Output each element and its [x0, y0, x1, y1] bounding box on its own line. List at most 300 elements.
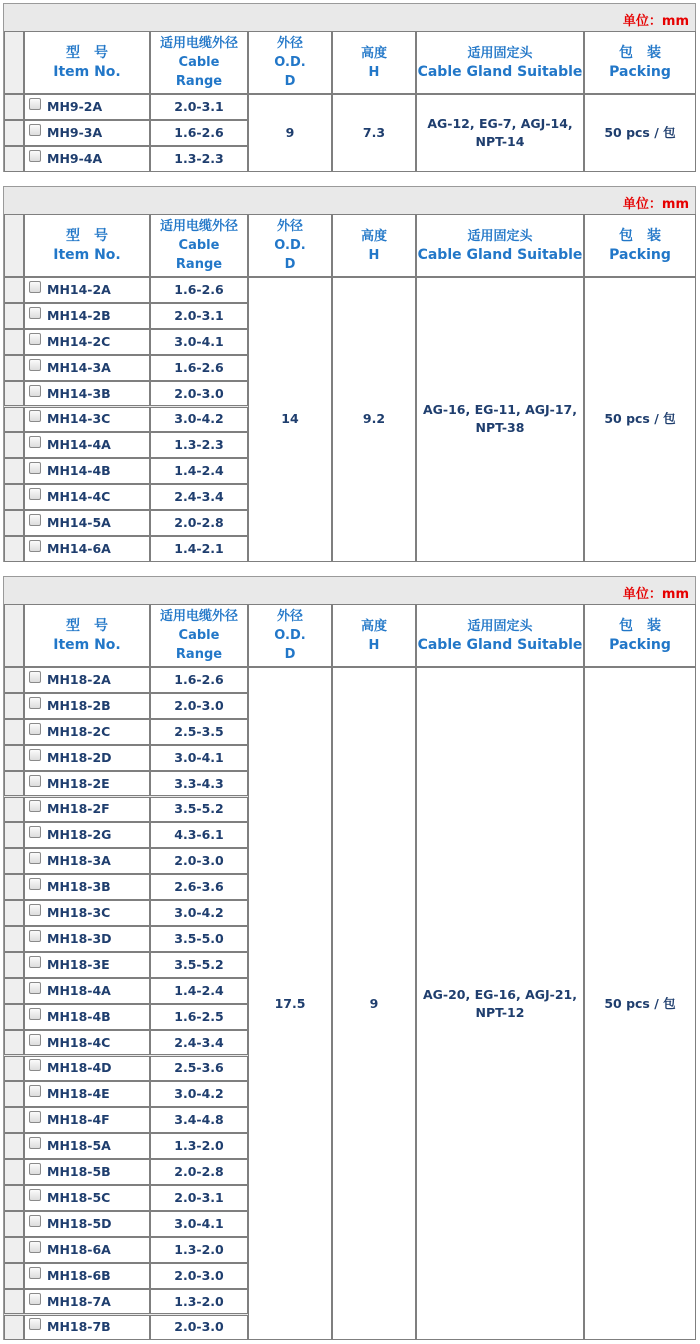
- packing-value-cell: [584, 667, 696, 1340]
- item-no: MH14-4A: [47, 437, 111, 453]
- row-checkbox[interactable]: [29, 540, 41, 552]
- table-row-range: [150, 848, 248, 874]
- header-packing-cn: 包 装: [619, 617, 661, 634]
- row-checkbox[interactable]: [29, 1034, 41, 1046]
- table-row-range: [150, 719, 248, 745]
- item-no: MH18-2E: [47, 775, 110, 791]
- cable-range: 2.5-3.6: [174, 1060, 224, 1076]
- gland-value-line2: NPT-12: [475, 1004, 525, 1020]
- packing-value-cell: [584, 94, 696, 172]
- row-checkbox[interactable]: [29, 281, 41, 293]
- row-blank: [4, 1289, 24, 1315]
- item-no: MH18-5D: [47, 1215, 112, 1231]
- row-blank: [4, 277, 24, 303]
- row-blank: [4, 1056, 24, 1082]
- row-blank: [4, 1185, 24, 1211]
- od-value-cell: [248, 277, 332, 562]
- item-no: MH18-7B: [47, 1319, 111, 1335]
- table-row-range: [150, 900, 248, 926]
- header-gland-en: Cable Gland Suitable: [417, 63, 583, 80]
- row-blank: [4, 458, 24, 484]
- item-no: MH18-4E: [47, 1086, 110, 1102]
- header-od-en1: O.D.: [274, 628, 306, 643]
- od-value-cell: [248, 667, 332, 1340]
- header-cable-range-en1: Cable: [178, 628, 220, 643]
- table-row-item: [24, 329, 150, 355]
- row-blank: [4, 1263, 24, 1289]
- header-blank: [4, 31, 24, 94]
- cable-range: 3.0-4.2: [174, 905, 224, 921]
- table-row-item: [24, 1211, 150, 1237]
- packing-value: 50 pcs / 包: [604, 995, 676, 1011]
- cable-range: 1.4-2.4: [174, 982, 224, 998]
- table-row-range: [150, 797, 248, 823]
- item-no: MH9-2A: [47, 98, 103, 114]
- unit-label: 单位：mm: [622, 587, 689, 602]
- row-blank: [4, 719, 24, 745]
- item-no: MH9-4A: [47, 150, 103, 166]
- gland-value-line1: AG-12, EG-7, AGJ-14,: [427, 115, 573, 131]
- table-row-item: [24, 536, 150, 562]
- table-row-range: [150, 432, 248, 458]
- header-cable-range: [150, 604, 248, 667]
- row-blank: [4, 900, 24, 926]
- row-checkbox[interactable]: [29, 436, 41, 448]
- packing-value-cell: [584, 277, 696, 562]
- item-no: MH18-5A: [47, 1138, 111, 1154]
- item-no: MH18-7A: [47, 1293, 111, 1309]
- table-row-item: [24, 1056, 150, 1082]
- table-row-range: [150, 303, 248, 329]
- cable-range: 2.4-3.4: [174, 1034, 224, 1050]
- row-checkbox[interactable]: [29, 488, 41, 500]
- cable-range: 1.3-2.3: [174, 437, 224, 453]
- packing-value: 50 pcs / 包: [604, 124, 676, 140]
- item-no: MH18-4A: [47, 982, 111, 998]
- table-row-item: [24, 1159, 150, 1185]
- table-row-item: [24, 1185, 150, 1211]
- table-row-range: [150, 1004, 248, 1030]
- table-row-item: [24, 822, 150, 848]
- row-checkbox[interactable]: [29, 826, 41, 838]
- item-no: MH18-3A: [47, 853, 111, 869]
- unit-bar: [4, 577, 695, 605]
- cable-range: 2.4-3.4: [174, 489, 224, 505]
- row-blank: [4, 120, 24, 146]
- header-od: [248, 604, 332, 667]
- height-value: 9.2: [362, 411, 386, 427]
- table-row-item: [24, 94, 150, 120]
- table-row-range: [150, 1133, 248, 1159]
- row-checkbox[interactable]: [29, 1293, 41, 1305]
- gland-value-line1: AG-16, EG-11, AGJ-17,: [422, 402, 578, 418]
- gland-value-line2: NPT-14: [475, 133, 525, 149]
- table-row-range: [150, 1315, 248, 1341]
- header-height-cn: 高度: [360, 45, 387, 61]
- table-row-item: [24, 874, 150, 900]
- cable-range: 3.0-4.2: [174, 411, 224, 427]
- item-no: MH14-3A: [47, 359, 111, 375]
- cable-range: 3.5-5.2: [174, 801, 224, 817]
- row-blank: [4, 329, 24, 355]
- table-row-range: [150, 822, 248, 848]
- row-checkbox[interactable]: [29, 307, 41, 319]
- item-no: MH18-6A: [47, 1241, 111, 1257]
- row-blank: [4, 1211, 24, 1237]
- table-row-item: [24, 120, 150, 146]
- table-row-range: [150, 926, 248, 952]
- table-row-item: [24, 407, 150, 433]
- row-checkbox[interactable]: [29, 1215, 41, 1227]
- header-height: [332, 604, 416, 667]
- header-item-no-cn: 型 号: [66, 227, 108, 244]
- cable-range: 3.0-4.2: [174, 1086, 224, 1102]
- item-no: MH18-2C: [47, 723, 111, 739]
- header-gland-en: Cable Gland Suitable: [417, 246, 583, 263]
- table-row-range: [150, 874, 248, 900]
- table-row-item: [24, 381, 150, 407]
- table-row-item: [24, 277, 150, 303]
- row-checkbox[interactable]: [29, 359, 41, 371]
- row-checkbox[interactable]: [29, 1241, 41, 1253]
- row-checkbox[interactable]: [29, 1085, 41, 1097]
- item-no: MH18-3E: [47, 956, 110, 972]
- header-gland: [416, 31, 584, 94]
- item-no: MH14-6A: [47, 540, 111, 556]
- row-blank: [4, 146, 24, 172]
- table-row-item: [24, 848, 150, 874]
- height-value-cell: [332, 94, 416, 172]
- row-blank: [4, 874, 24, 900]
- row-checkbox[interactable]: [29, 514, 41, 526]
- table-row-item: [24, 926, 150, 952]
- table-row-item: [24, 355, 150, 381]
- spec-table: [3, 186, 696, 562]
- table-row-item: [24, 693, 150, 719]
- cable-range: 3.0-4.1: [174, 749, 224, 765]
- row-checkbox[interactable]: [29, 462, 41, 474]
- table-row-range: [150, 329, 248, 355]
- header-cable-range-en2: Range: [175, 74, 223, 89]
- header-packing-en: Packing: [609, 636, 671, 653]
- od-value: 17.5: [274, 995, 306, 1011]
- row-blank: [4, 848, 24, 874]
- header-packing-cn: 包 装: [619, 227, 661, 244]
- header-blank: [4, 604, 24, 667]
- od-value: 9: [285, 124, 295, 140]
- header-packing-en: Packing: [609, 246, 671, 263]
- row-blank: [4, 978, 24, 1004]
- cable-range: 2.0-3.0: [174, 697, 224, 713]
- row-blank: [4, 510, 24, 536]
- row-checkbox[interactable]: [29, 1111, 41, 1123]
- item-no: MH14-3C: [47, 411, 111, 427]
- row-checkbox[interactable]: [29, 1059, 41, 1071]
- table-row-range: [150, 1185, 248, 1211]
- item-no: MH18-5B: [47, 1164, 111, 1180]
- table-row-range: [150, 1237, 248, 1263]
- cable-range: 2.0-3.1: [174, 1189, 224, 1205]
- row-checkbox[interactable]: [29, 671, 41, 683]
- item-no: MH14-2C: [47, 333, 111, 349]
- cable-range: 3.4-4.8: [174, 1112, 224, 1128]
- row-blank: [4, 484, 24, 510]
- row-checkbox[interactable]: [29, 1189, 41, 1201]
- row-checkbox[interactable]: [29, 1137, 41, 1149]
- table-row-range: [150, 1030, 248, 1056]
- table-row-item: [24, 303, 150, 329]
- header-blank: [4, 214, 24, 277]
- item-no: MH18-3C: [47, 905, 111, 921]
- header-height-cn: 高度: [360, 618, 387, 634]
- item-no: MH14-4B: [47, 463, 111, 479]
- row-checkbox[interactable]: [29, 852, 41, 864]
- header-item-no-en: Item No.: [53, 246, 121, 263]
- gland-value-cell: [416, 667, 584, 1340]
- cable-range: 1.3-2.3: [174, 150, 224, 166]
- header-cable-range-en2: Range: [175, 647, 223, 662]
- item-no: MH18-2G: [47, 827, 112, 843]
- table-row-range: [150, 1056, 248, 1082]
- gland-value-line2: NPT-38: [475, 420, 525, 436]
- header-gland-cn: 适用固定头: [467, 228, 533, 244]
- header-item-no: [24, 214, 150, 277]
- cable-range: 2.0-3.0: [174, 1267, 224, 1283]
- item-no: MH18-4D: [47, 1060, 112, 1076]
- header-item-no-cn: 型 号: [66, 44, 108, 61]
- table-row-range: [150, 277, 248, 303]
- item-no: MH18-2F: [47, 801, 110, 817]
- row-checkbox[interactable]: [29, 1318, 41, 1330]
- table-row-item: [24, 978, 150, 1004]
- row-blank: [4, 797, 24, 823]
- row-checkbox[interactable]: [29, 930, 41, 942]
- table-row-range: [150, 120, 248, 146]
- cable-range: 2.0-2.8: [174, 515, 224, 531]
- table-row-item: [24, 1263, 150, 1289]
- header-od: [248, 214, 332, 277]
- spec-table: [3, 576, 696, 1340]
- header-height-en: H: [368, 637, 380, 653]
- row-blank: [4, 1133, 24, 1159]
- row-blank: [4, 771, 24, 797]
- cable-range: 1.4-2.4: [174, 463, 224, 479]
- height-value: 7.3: [362, 124, 386, 140]
- row-blank: [4, 693, 24, 719]
- row-checkbox[interactable]: [29, 904, 41, 916]
- row-checkbox[interactable]: [29, 800, 41, 812]
- table-row-range: [150, 693, 248, 719]
- row-checkbox[interactable]: [29, 150, 41, 162]
- table-row-item: [24, 797, 150, 823]
- cable-range: 3.3-4.3: [174, 775, 224, 791]
- table-row-range: [150, 1107, 248, 1133]
- table-row-range: [150, 536, 248, 562]
- item-no: MH14-4C: [47, 489, 111, 505]
- row-checkbox[interactable]: [29, 723, 41, 735]
- header-gland-cn: 适用固定头: [467, 618, 533, 634]
- row-blank: [4, 926, 24, 952]
- item-no: MH14-2B: [47, 307, 111, 323]
- header-od: [248, 31, 332, 94]
- cable-range: 1.6-2.5: [174, 1008, 224, 1024]
- table-row-item: [24, 1315, 150, 1341]
- cable-range: 3.0-4.1: [174, 333, 224, 349]
- item-no: MH18-3B: [47, 879, 111, 895]
- table-row-item: [24, 1081, 150, 1107]
- unit-bar: [4, 187, 695, 215]
- unit-label: 单位：mm: [622, 197, 689, 212]
- cable-range: 2.0-3.1: [174, 98, 224, 114]
- table-row-item: [24, 510, 150, 536]
- header-cable-range-en2: Range: [175, 257, 223, 272]
- header-cable-range: [150, 214, 248, 277]
- table-row-item: [24, 900, 150, 926]
- item-no: MH9-3A: [47, 124, 103, 140]
- item-no: MH14-3B: [47, 385, 111, 401]
- cable-range: 2.6-3.6: [174, 879, 224, 895]
- row-blank: [4, 1159, 24, 1185]
- cable-range: 2.0-3.0: [174, 853, 224, 869]
- cable-range: 3.0-4.1: [174, 1215, 224, 1231]
- row-blank: [4, 1004, 24, 1030]
- header-packing: [584, 31, 696, 94]
- row-blank: [4, 407, 24, 433]
- row-blank: [4, 1107, 24, 1133]
- table-row-range: [150, 94, 248, 120]
- row-checkbox[interactable]: [29, 98, 41, 110]
- item-no: MH18-4F: [47, 1112, 110, 1128]
- row-blank: [4, 1030, 24, 1056]
- header-gland: [416, 604, 584, 667]
- cable-range: 3.5-5.0: [174, 930, 224, 946]
- table-row-range: [150, 1263, 248, 1289]
- item-no: MH14-5A: [47, 515, 111, 531]
- item-no: MH18-4C: [47, 1034, 111, 1050]
- gland-value-cell: [416, 277, 584, 562]
- table-row-range: [150, 978, 248, 1004]
- table-row-range: [150, 146, 248, 172]
- item-no: MH18-2B: [47, 697, 111, 713]
- row-blank: [4, 745, 24, 771]
- height-value-cell: [332, 667, 416, 1340]
- table-row-range: [150, 745, 248, 771]
- unit-label: 单位：mm: [622, 14, 689, 29]
- item-no: MH18-2A: [47, 671, 111, 687]
- item-no: MH18-2D: [47, 749, 112, 765]
- row-blank: [4, 1315, 24, 1341]
- row-checkbox[interactable]: [29, 775, 41, 787]
- table-row-item: [24, 952, 150, 978]
- row-blank: [4, 1237, 24, 1263]
- row-checkbox[interactable]: [29, 1008, 41, 1020]
- cable-range: 2.0-3.0: [174, 385, 224, 401]
- row-checkbox[interactable]: [29, 1163, 41, 1175]
- row-checkbox[interactable]: [29, 878, 41, 890]
- table-row-item: [24, 1237, 150, 1263]
- header-od-en2: D: [284, 257, 296, 272]
- header-item-no-en: Item No.: [53, 636, 121, 653]
- row-blank: [4, 432, 24, 458]
- packing-value: 50 pcs / 包: [604, 411, 676, 427]
- item-no: MH14-2A: [47, 281, 111, 297]
- header-gland: [416, 214, 584, 277]
- gland-value-cell: [416, 94, 584, 172]
- table-row-item: [24, 1004, 150, 1030]
- row-blank: [4, 822, 24, 848]
- table-row-range: [150, 952, 248, 978]
- row-checkbox[interactable]: [29, 1267, 41, 1279]
- header-gland-en: Cable Gland Suitable: [417, 636, 583, 653]
- header-packing-en: Packing: [609, 63, 671, 80]
- header-od-en1: O.D.: [274, 55, 306, 70]
- height-value-cell: [332, 277, 416, 562]
- row-checkbox[interactable]: [29, 410, 41, 422]
- row-checkbox[interactable]: [29, 333, 41, 345]
- cable-range: 2.0-3.0: [174, 1319, 224, 1335]
- table-row-item: [24, 1107, 150, 1133]
- header-height-cn: 高度: [360, 228, 387, 244]
- header-packing: [584, 214, 696, 277]
- row-checkbox[interactable]: [29, 982, 41, 994]
- header-od-cn: 外径: [276, 609, 303, 624]
- header-height: [332, 214, 416, 277]
- header-cable-range: [150, 31, 248, 94]
- height-value: 9: [369, 995, 379, 1011]
- row-blank: [4, 94, 24, 120]
- cable-range: 2.5-3.5: [174, 723, 224, 739]
- row-checkbox[interactable]: [29, 124, 41, 136]
- header-cable-range-cn: 适用电缆外径: [159, 609, 238, 624]
- item-no: MH18-6B: [47, 1267, 111, 1283]
- table-row-item: [24, 1289, 150, 1315]
- row-checkbox[interactable]: [29, 385, 41, 397]
- table-row-item: [24, 745, 150, 771]
- header-od-cn: 外径: [276, 36, 303, 51]
- table-row-range: [150, 458, 248, 484]
- header-cable-range-cn: 适用电缆外径: [159, 36, 238, 51]
- cable-range: 1.3-2.0: [174, 1138, 224, 1154]
- cable-range: 3.5-5.2: [174, 956, 224, 972]
- row-blank: [4, 536, 24, 562]
- table-row-range: [150, 771, 248, 797]
- row-checkbox[interactable]: [29, 749, 41, 761]
- table-row-item: [24, 1133, 150, 1159]
- row-blank: [4, 952, 24, 978]
- row-checkbox[interactable]: [29, 956, 41, 968]
- table-row-range: [150, 1159, 248, 1185]
- header-packing-cn: 包 装: [619, 44, 661, 61]
- row-checkbox[interactable]: [29, 697, 41, 709]
- table-row-range: [150, 484, 248, 510]
- header-cable-range-cn: 适用电缆外径: [159, 219, 238, 234]
- row-blank: [4, 355, 24, 381]
- table-row-item: [24, 484, 150, 510]
- row-blank: [4, 667, 24, 693]
- header-od-en2: D: [284, 647, 296, 662]
- cable-range: 2.0-2.8: [174, 1164, 224, 1180]
- table-row-item: [24, 146, 150, 172]
- table-row-item: [24, 771, 150, 797]
- header-height-en: H: [368, 247, 380, 263]
- cable-range: 1.6-2.6: [174, 359, 224, 375]
- table-row-range: [150, 407, 248, 433]
- unit-bar: [4, 4, 695, 32]
- table-row-range: [150, 667, 248, 693]
- header-cable-range-en1: Cable: [178, 55, 220, 70]
- table-row-range: [150, 510, 248, 536]
- cable-range: 1.4-2.1: [174, 540, 224, 556]
